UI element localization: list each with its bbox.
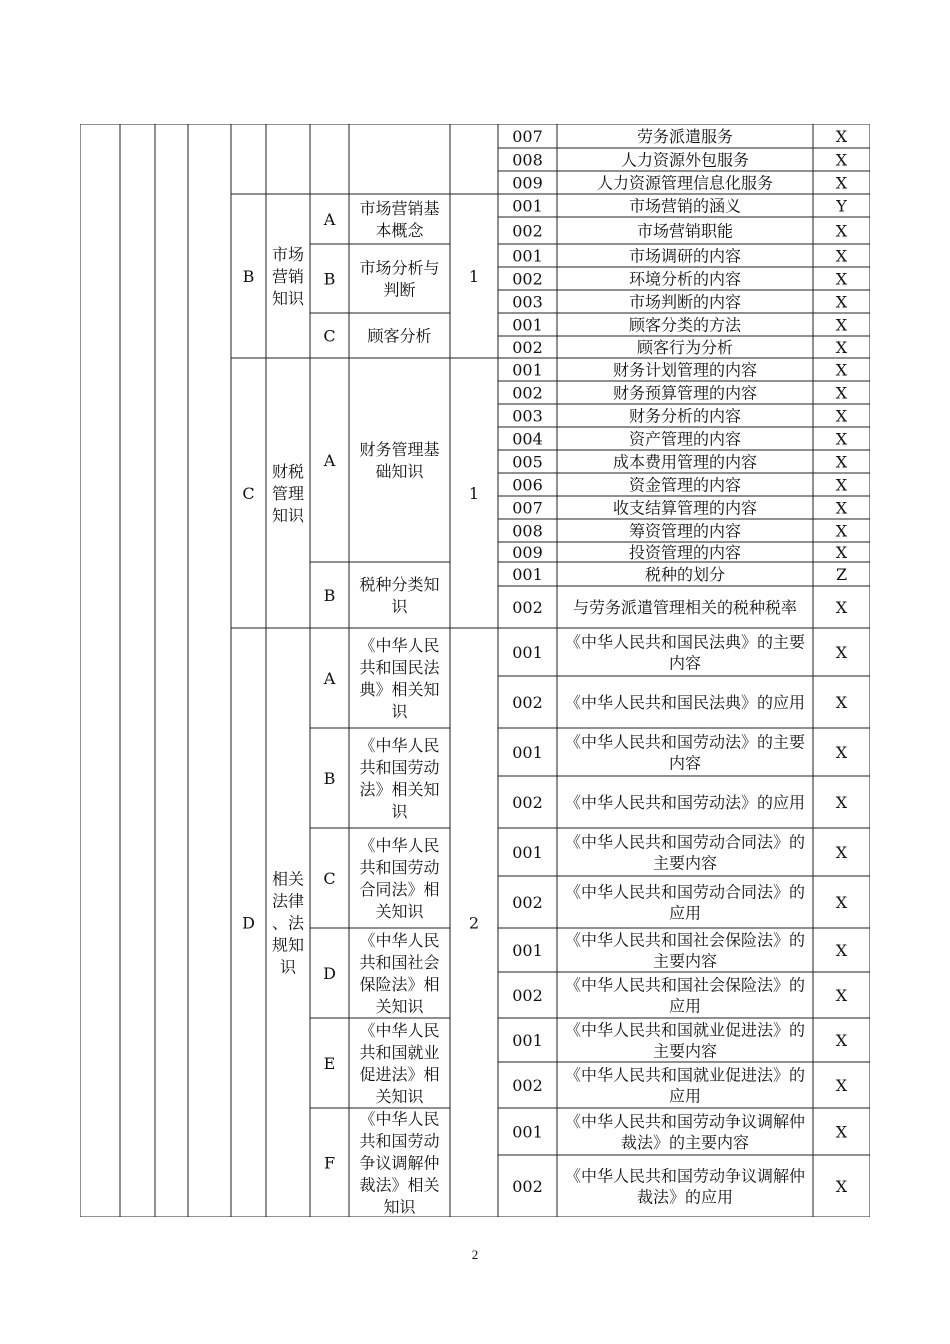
subcategory-code: B — [323, 769, 336, 788]
item-level: X — [835, 1122, 848, 1142]
item-content: 《中华人民共和国社会保险法》的应用 — [564, 975, 806, 1016]
item-level: X — [835, 893, 848, 912]
item-code: 003 — [512, 406, 543, 426]
item-content: 《中华人民共和国就业促进法》的主要内容 — [564, 1020, 806, 1061]
item-code: 002 — [512, 693, 543, 712]
subcategory-name: 《中华人民共和国劳动合同法》相关知识 — [359, 836, 440, 921]
item-code: 002 — [512, 793, 543, 812]
item-content: 人力资源管理信息化服务 — [596, 173, 774, 193]
item-content: 《中华人民共和国劳动合同法》的应用 — [564, 882, 806, 923]
subcategory-code: B — [323, 269, 336, 289]
item-level: X — [835, 693, 848, 712]
item-content: 《中华人民共和国民法典》的应用 — [564, 693, 806, 712]
item-code: 009 — [512, 173, 543, 193]
item-content: 资金管理的内容 — [628, 475, 742, 495]
category-code: C — [242, 484, 255, 503]
item-code: 002 — [512, 1076, 543, 1095]
item-code: 009 — [512, 543, 543, 562]
item-code: 002 — [512, 1177, 543, 1196]
item-level: X — [835, 292, 848, 312]
item-level: X — [835, 221, 848, 241]
item-code: 006 — [512, 475, 543, 495]
item-code: 002 — [512, 383, 543, 403]
item-content: 税种的划分 — [644, 565, 726, 584]
item-content: 人力资源外包服务 — [620, 150, 750, 170]
item-code: 002 — [512, 986, 543, 1005]
subcategory-code: A — [323, 451, 336, 470]
weight-value: 2 — [468, 913, 480, 933]
item-code: 001 — [512, 743, 543, 762]
item-level: X — [835, 452, 848, 472]
item-content: 收支结算管理的内容 — [612, 498, 758, 518]
item-content: 环境分析的内容 — [628, 269, 742, 289]
subcategory-name: 市场营销基本概念 — [359, 199, 440, 240]
category-code: D — [242, 913, 255, 933]
item-code: 001 — [512, 315, 543, 335]
subcategory-code: F — [323, 1153, 336, 1173]
subcategory-code: C — [323, 869, 336, 888]
item-level: X — [835, 843, 848, 862]
item-content: 市场营销的涵义 — [628, 196, 742, 216]
item-content: 投资管理的内容 — [628, 543, 742, 562]
item-level: X — [835, 1177, 848, 1196]
item-code: 001 — [512, 196, 543, 216]
item-code: 002 — [512, 338, 543, 357]
subcategory-code: A — [323, 669, 336, 688]
item-code: 002 — [512, 221, 543, 241]
item-level: X — [835, 598, 848, 617]
item-code: 005 — [512, 452, 543, 472]
item-level: X — [835, 269, 848, 289]
item-level: X — [835, 127, 848, 146]
item-level: X — [835, 543, 848, 562]
item-content: 与劳务派遣管理相关的税种税率 — [572, 598, 798, 617]
item-content: 财务预算管理的内容 — [612, 383, 758, 403]
item-content: 顾客行为分析 — [636, 338, 734, 357]
subcategory-name: 《中华人民共和国劳动争议调解仲裁法》相关知识 — [359, 1109, 440, 1217]
item-level: X — [835, 360, 848, 380]
item-level: X — [835, 1031, 848, 1050]
item-content: 《中华人民共和国就业促进法》的应用 — [564, 1065, 806, 1106]
item-level: X — [835, 173, 848, 193]
item-code: 001 — [512, 1031, 543, 1050]
item-code: 001 — [512, 941, 543, 960]
item-code: 001 — [512, 565, 543, 584]
item-content: 顾客分类的方法 — [628, 315, 742, 335]
subcategory-code: E — [323, 1054, 336, 1073]
item-code: 002 — [512, 269, 543, 289]
item-code: 002 — [512, 598, 543, 617]
item-level: X — [835, 338, 848, 357]
item-level: X — [835, 383, 848, 403]
item-content: 《中华人民共和国劳动法》的应用 — [564, 793, 806, 812]
item-level: X — [835, 986, 848, 1005]
item-content: 《中华人民共和国民法典》的主要内容 — [564, 632, 806, 673]
item-level: X — [835, 315, 848, 335]
item-code: 002 — [512, 893, 543, 912]
item-code: 001 — [512, 843, 543, 862]
item-level: X — [835, 246, 848, 266]
item-level: X — [835, 406, 848, 426]
item-level: X — [835, 150, 848, 170]
subcategory-name: 税种分类知识 — [359, 575, 440, 616]
item-code: 001 — [512, 1122, 543, 1142]
item-content: 《中华人民共和国劳动法》的主要内容 — [564, 732, 806, 773]
item-level: X — [835, 1076, 848, 1095]
item-level: Y — [836, 196, 847, 216]
item-code: 008 — [512, 521, 543, 541]
category-name: 财税管理知识 — [271, 462, 305, 525]
category-code: B — [242, 267, 255, 286]
subcategory-name: 《中华人民共和国就业促进法》相关知识 — [359, 1021, 440, 1106]
category-name: 市场营销知识 — [271, 245, 305, 308]
item-level: X — [835, 743, 848, 762]
item-level: X — [835, 498, 848, 518]
subcategory-name: 《中华人民共和国社会保险法》相关知识 — [359, 931, 440, 1016]
item-code: 004 — [512, 429, 543, 449]
subcategory-code: A — [323, 210, 336, 229]
item-level: X — [835, 643, 848, 662]
item-content: 市场判断的内容 — [628, 292, 742, 312]
subcategory-name: 财务管理基础知识 — [359, 440, 440, 481]
weight-value: 1 — [468, 267, 480, 286]
item-level: X — [835, 521, 848, 541]
item-content: 财务分析的内容 — [628, 406, 742, 426]
item-content: 劳务派遣服务 — [636, 127, 734, 146]
item-level: X — [835, 429, 848, 449]
item-code: 007 — [512, 127, 543, 146]
item-level: X — [835, 475, 848, 495]
item-code: 001 — [512, 643, 543, 662]
subcategory-name: 市场分析与判断 — [359, 258, 440, 300]
item-content: 市场调研的内容 — [628, 246, 742, 266]
category-name: 相关法律、法规知识 — [271, 869, 305, 977]
page-number: 2 — [471, 1247, 479, 1262]
item-content: 财务计划管理的内容 — [612, 360, 758, 380]
item-code: 003 — [512, 292, 543, 312]
item-content: 市场营销职能 — [636, 221, 734, 241]
item-content: 《中华人民共和国劳动争议调解仲裁法》的主要内容 — [564, 1112, 806, 1152]
item-content: 筹资管理的内容 — [628, 521, 742, 541]
subcategory-name: 《中华人民共和国民法典》相关知识 — [359, 636, 440, 721]
item-code: 007 — [512, 498, 543, 518]
item-level: Z — [835, 565, 848, 584]
item-content: 《中华人民共和国劳动争议调解仲裁法》的应用 — [564, 1166, 806, 1207]
knowledge-table — [80, 124, 870, 1217]
item-code: 008 — [512, 150, 543, 170]
item-code: 001 — [512, 360, 543, 380]
item-content: 《中华人民共和国社会保险法》的主要内容 — [564, 930, 806, 971]
item-content: 《中华人民共和国劳动合同法》的主要内容 — [564, 832, 806, 873]
item-code: 001 — [512, 246, 543, 266]
item-content: 资产管理的内容 — [628, 429, 742, 449]
subcategory-name: 《中华人民共和国劳动法》相关知识 — [359, 736, 440, 821]
subcategory-code: C — [323, 326, 336, 346]
subcategory-code: D — [323, 964, 336, 983]
item-level: X — [835, 793, 848, 812]
subcategory-code: B — [323, 586, 336, 605]
weight-value: 1 — [468, 484, 480, 503]
item-level: X — [835, 941, 848, 960]
item-content: 成本费用管理的内容 — [612, 452, 758, 472]
subcategory-name: 顾客分析 — [367, 326, 432, 346]
